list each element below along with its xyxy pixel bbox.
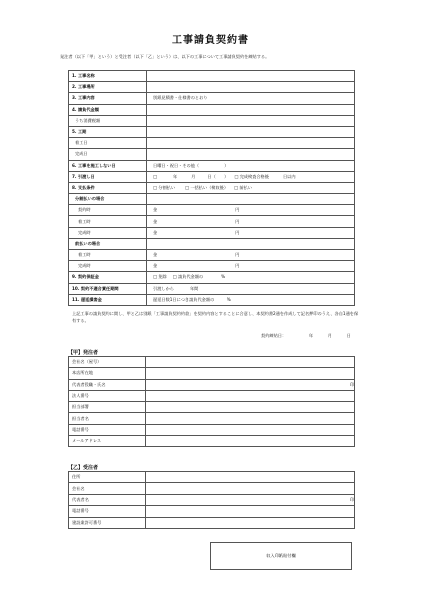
party-field-value[interactable]: [146, 424, 355, 435]
table-row: [69, 160, 355, 171]
amount-prefix: 金: [153, 263, 158, 269]
row-value[interactable]: [147, 261, 355, 272]
table-row: [69, 82, 355, 93]
row-value[interactable]: [147, 171, 355, 182]
row-label: 10. 契約不適合責任期間: [69, 283, 147, 294]
party-field-label: 住所: [69, 472, 146, 483]
party-field-label: 代表者名: [69, 494, 146, 505]
party-field-value[interactable]: [146, 436, 355, 447]
party-field-label: 電話番号: [69, 424, 146, 435]
party-row: [69, 424, 355, 435]
deposit-rate: □ 請負代金額の: [172, 274, 204, 280]
payment-advance: □ 前払い: [234, 184, 252, 190]
row-label: 7. 引渡し日: [69, 171, 147, 182]
party-field-value[interactable]: [146, 402, 355, 413]
closing-statement: 上記工事の請負契約に関し、甲と乙は別紙「工事請負契約約款」を契約内容とすることに合意し、本契約書2通を作成して記名押印のうえ、各自1通を保有する。: [72, 311, 359, 323]
row-value[interactable]: [147, 227, 355, 238]
party-field-label: 電話番号: [69, 506, 146, 517]
row-label: 11. 遅延損害金: [69, 294, 147, 305]
row-value[interactable]: [147, 182, 355, 193]
row-value[interactable]: 別紙見積書・仕様書のとおり: [147, 93, 355, 104]
party-seal-field[interactable]: 印: [146, 379, 355, 390]
row-label: 1. 工事名称: [69, 71, 147, 82]
party-field-label: メールアドレス: [69, 436, 146, 447]
party-field-value[interactable]: [146, 413, 355, 424]
delivery-month: 月: [191, 173, 196, 179]
row-label: 2. 工事場所: [69, 82, 147, 93]
amount-suffix: 円: [235, 252, 240, 258]
contract-date-month: 月: [327, 333, 332, 338]
revenue-stamp-label: 収入印紙貼付欄: [266, 553, 296, 558]
amount-prefix: 金: [153, 229, 158, 235]
amount-suffix: 円: [235, 218, 240, 224]
party-a-table: [68, 356, 355, 447]
party-field-value[interactable]: [146, 517, 355, 528]
delivery-check: □: [153, 173, 157, 179]
row-value[interactable]: [147, 138, 355, 149]
party-field-value[interactable]: [146, 390, 355, 401]
row-label: 前払いの場合: [69, 238, 147, 249]
party-b-table: [68, 471, 355, 529]
intro-text: 発注者（以下「甲」という）と受注者（以下「乙」という）は、以下の工事について工事請負契約を締結する。: [60, 54, 270, 59]
row-value[interactable]: [147, 194, 355, 205]
table-row: [69, 138, 355, 149]
party-row: [69, 413, 355, 424]
row-label: 4. 請負代金額: [69, 104, 147, 115]
table-row: [69, 182, 355, 193]
payment-lump-sum: □ 一括払い（検収後）: [185, 184, 229, 190]
table-row: [69, 126, 355, 137]
party-seal-field[interactable]: 印: [146, 494, 355, 505]
row-value[interactable]: [147, 283, 355, 294]
row-label: 完成時: [69, 261, 147, 272]
table-row: [69, 294, 355, 305]
row-value[interactable]: [147, 71, 355, 82]
party-row: [69, 436, 355, 447]
party-field-label: 会社名: [69, 483, 146, 494]
party-field-label: 代表者役職・氏名: [69, 379, 146, 390]
deposit-exempt: □ 免除: [153, 274, 167, 280]
row-label: 3. 工事内容: [69, 93, 147, 104]
contract-date-year: 年: [308, 333, 314, 338]
party-field-label: 法人番号: [69, 390, 146, 401]
amount-prefix: 金: [153, 218, 158, 224]
party-field-label: 会社名（屋号）: [69, 357, 146, 368]
table-row: [69, 250, 355, 261]
table-row: [69, 71, 355, 82]
table-row: [69, 261, 355, 272]
row-label: 5. 工期: [69, 126, 147, 137]
row-label: 分割払いの場合: [69, 194, 147, 205]
delivery-days: 日以内: [282, 173, 296, 179]
party-row: [69, 483, 355, 494]
table-row: [69, 272, 355, 283]
amount-prefix: 金: [153, 252, 158, 258]
party-field-value[interactable]: [146, 357, 355, 368]
party-b-heading: 【乙】受注者: [68, 464, 138, 471]
party-row: [69, 390, 355, 401]
amount-prefix: 金: [153, 207, 158, 213]
table-row: [69, 205, 355, 216]
party-row: [69, 506, 355, 517]
delivery-year: 年: [172, 173, 178, 179]
table-row: [69, 238, 355, 249]
row-value[interactable]: [147, 238, 355, 249]
table-row: [69, 216, 355, 227]
row-value[interactable]: [147, 104, 355, 115]
row-label: 8. 支払条件: [69, 182, 147, 193]
party-row: [69, 517, 355, 528]
party-a-heading: 【甲】発注者: [68, 349, 138, 356]
row-label: 着工時: [69, 250, 147, 261]
table-row: [69, 227, 355, 238]
row-label: うち消費税額: [69, 115, 147, 126]
row-value[interactable]: 日曜日・祝日・その他（ ）: [147, 160, 355, 171]
amount-suffix: 円: [235, 229, 240, 235]
party-row: [69, 379, 355, 390]
row-value[interactable]: [147, 115, 355, 126]
party-row: [69, 494, 355, 505]
row-value[interactable]: [147, 126, 355, 137]
party-field-value[interactable]: [146, 472, 355, 483]
document-title: 工事請負契約書: [172, 35, 249, 46]
row-label: 9. 契約保証金: [69, 272, 147, 283]
row-value[interactable]: 遅延日数1日につき請負代金額の %: [147, 294, 355, 305]
warranty-years: 年間: [189, 285, 199, 291]
row-label: 着工日: [69, 138, 147, 149]
payment-installment: □ 分割払い: [153, 184, 176, 190]
contract-date-label: 契約締結日：: [261, 333, 287, 338]
amount-suffix: 円: [235, 263, 240, 269]
party-field-label: 担当者名: [69, 413, 146, 424]
contract-date: [261, 333, 351, 339]
party-field-value[interactable]: [146, 506, 355, 517]
party-field-label: 本店所在地: [69, 368, 146, 379]
party-field-value[interactable]: [146, 368, 355, 379]
table-row: [69, 283, 355, 294]
table-row: [69, 149, 355, 160]
party-row: [69, 472, 355, 483]
table-row: [69, 104, 355, 115]
table-row: [69, 194, 355, 205]
row-value[interactable]: [147, 216, 355, 227]
row-value[interactable]: [147, 250, 355, 261]
row-label: 着工時: [69, 216, 147, 227]
amount-suffix: 円: [235, 207, 240, 213]
row-label: 完成日: [69, 149, 147, 160]
table-row: [69, 171, 355, 182]
row-value[interactable]: [147, 205, 355, 216]
party-field-label: 担当部署: [69, 402, 146, 413]
party-field-value[interactable]: [146, 483, 355, 494]
row-label: 6. 工事を施工しない日: [69, 160, 147, 171]
row-value[interactable]: [147, 82, 355, 93]
table-row: [69, 93, 355, 104]
warranty-from: 引渡しから: [153, 285, 174, 291]
party-row: [69, 357, 355, 368]
delivery-day: 日（ ）: [207, 173, 229, 179]
contract-terms-table: [68, 70, 355, 306]
deposit-pct: %: [221, 274, 226, 280]
delivery-after-inspection: □ 完成検査合格後: [234, 173, 269, 179]
row-label: 完成時: [69, 227, 147, 238]
party-row: [69, 402, 355, 413]
row-label: 契約時: [69, 205, 147, 216]
revenue-stamp-box: [210, 542, 352, 570]
party-row: [69, 368, 355, 379]
row-value[interactable]: [147, 149, 355, 160]
party-field-label: 建設業許可番号: [69, 517, 146, 528]
table-row: [69, 115, 355, 126]
contract-date-day: 日: [346, 333, 351, 338]
row-value[interactable]: [147, 272, 355, 283]
